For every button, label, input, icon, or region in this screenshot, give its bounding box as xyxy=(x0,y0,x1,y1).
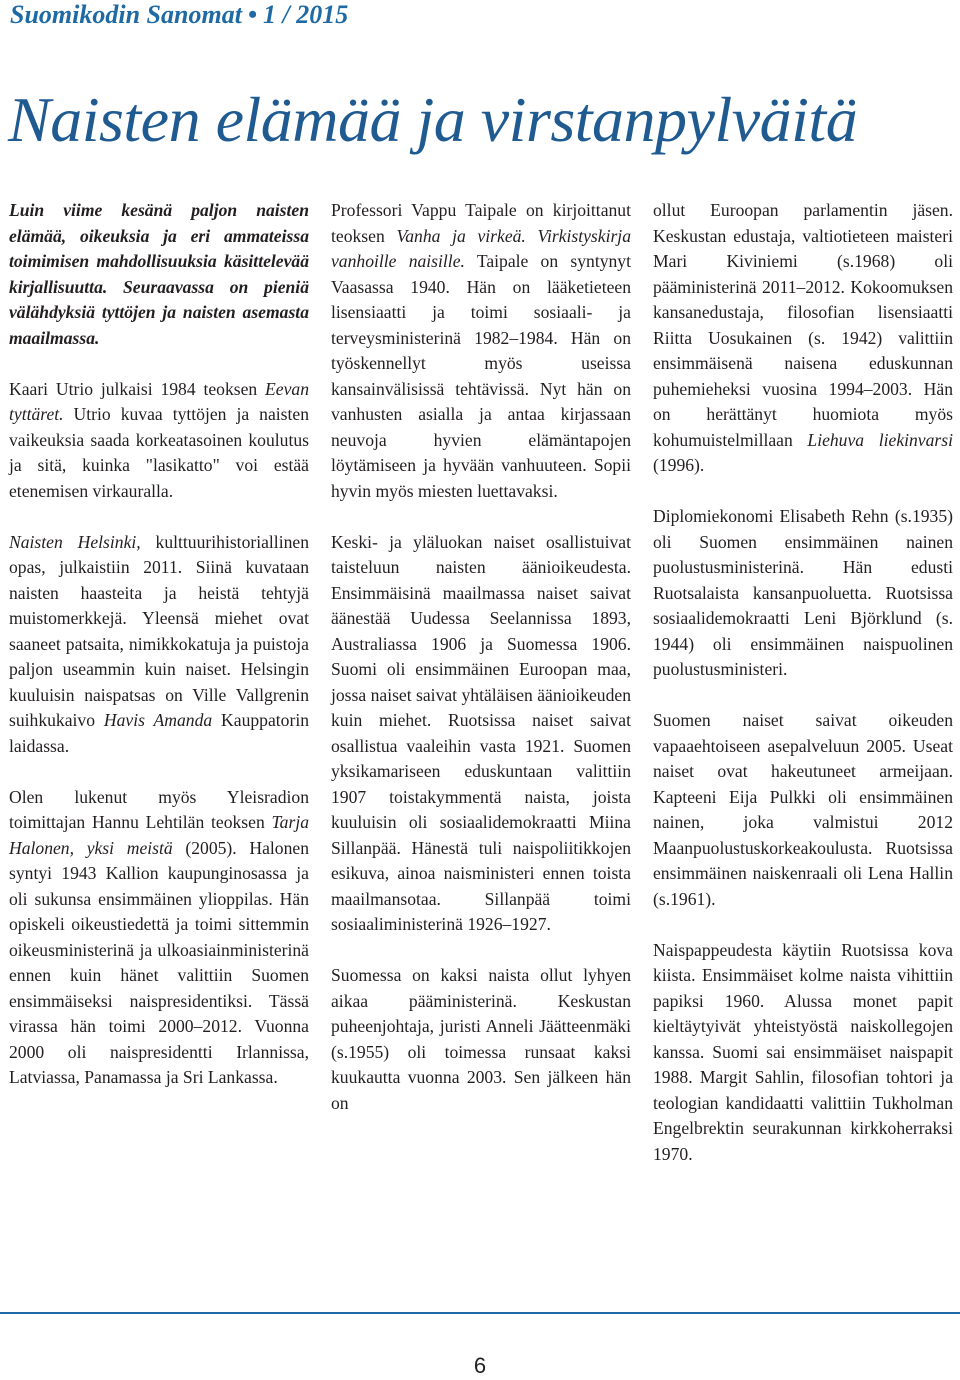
paragraph: Suomessa on kaksi naista ollut lyhyen aikaa pääministerinä. Keskustan puheenjohtaja, juristi Anneli Jäätteenmäki (s.1955) oli toimessa runsaat kaksi kuukautta vuonna 2003. Sen jälkeen hän on xyxy=(331,965,631,1113)
artwork-title: Havis Amanda xyxy=(103,710,213,730)
masthead xyxy=(10,0,348,30)
book-title: Vanha ja virkeä. Virkistyskirja vanhoille naisille. xyxy=(331,225,631,271)
article-lead: Luin viime kesänä paljon naisten elämää, oikeuksia ja eri ammateissa toimimisen mahdollisuuksia käsittelevää kirjallisuutta. Seuraavassa on pieniä välähdyksiä tyttöjen ja naisten asemasta maailmassa. xyxy=(9,200,309,348)
book-title: Naisten Helsinki, xyxy=(9,531,141,552)
publication-name: Suomikodin Sanomat xyxy=(10,0,242,29)
paragraph: Keski- ja yläluokan naiset osallistuivat taisteluun naisten äänioikeudesta. Ensimmäisinä maailmassa naiset saivat äänestää Uudessa Seelannissa 1893, Australiassa 1906 ja Suomessa 1906. Suomi oli ensimmäinen Euroopan maa, jossa naiset saivat yhtäläisen äänioikeuden kuin miehet. Ruotsissa naiset saivat osallistua vaaleihin vasta 1921. Suomen yksikamariseen eduskuntaan valittiin 1907 toistakymmentä naista, joista kuuluisin oli sosiaalidemokraatti Miina Sillanpää. Hänestä tuli naispoliitikkojen esikuva, ainoa naisministeri ennen toista maailmansotaa. Sillanpää toimi sosiaaliministerinä 1926–1927. xyxy=(331,531,631,934)
paragraph: ollut Euroopan parlamentin jäsen. Keskustan edustaja, valtiotieteen maisteri Mari Kiviniemi (s.1968) oli pääministerinä 2011–2012. Kokoomuksen kansanedustaja, filosofian lisensiaatti Riitta Uosukainen (s. 1942) valittiin ensimmäisenä naisena eduskunnan puhemieheksi vuosina 1994–2003. Hän on herättänyt huomiota myös kohumuistelmillaan Liehuva liekinvarsi (1996). xyxy=(653,200,953,475)
page-number: 6 xyxy=(473,1353,487,1378)
column-2 xyxy=(331,198,631,1142)
issue-number: 1 / 2015 xyxy=(263,0,349,29)
article-title: Naisten elämää ja virstanpylväitä xyxy=(8,84,858,155)
book-title: Eevan tyttäret. xyxy=(9,378,309,424)
column-1 xyxy=(9,198,309,1116)
paragraph: Diplomiekonomi Elisabeth Rehn (s.1935) oli Suomen ensimmäinen nainen puolustusministerinä. Hän edusti Ruotsalaista kansanpuoluetta. Ruotsissa sosiaalidemokraatti Leni Björklund (s. 1944) oli ensimmäinen naispuolinen puolustusministeri. xyxy=(653,506,953,679)
paragraph: Naisten Helsinki, kulttuurihistoriallinen opas, julkaistiin 2011. Siinä kuvataan naisten haasteita ja heistä tehtyjä muistomerkkejä. Yleensä miehet ovat saaneet patsaita, nimikkokatuja ja puistoja paljon useammin kuin naiset. Helsingin kuuluisin naispatsas on Ville Vallgrenin suihkukaivo Havis Amanda Kauppatorin laidassa. xyxy=(9,531,309,756)
paragraph: Kaari Utrio julkaisi 1984 teoksen Eevan tyttäret. Utrio kuvaa tyttöjen ja naisten vaikeuksia saada korkeatasoinen koulutus ja sitä, kuinka "lasikatto" voi estää etenemisen virkauralla. xyxy=(9,378,309,501)
paragraph: Olen lukenut myös Yleisradion toimittajan Hannu Lehtilän teoksen Tarja Halonen, yksi meistä (2005). Halonen syntyi 1943 Kallion kaupunginosassa ja oli sukunsa ensimmäinen ylioppilas. Hän opiskeli oikeustiedettä ja toimi sittemmin oikeusministerinä ja ulkoasiainministerinä ennen kuin hänet valittiin Suomen ensimmäiseksi naispresidentiksi. Tässä virassa hän toimi 2000–2012. Vuonna 2000 oli naispresidentti Irlannissa, Latviassa, Panamassa ja Sri Lankassa. xyxy=(9,786,309,1087)
paragraph: Naispappeudesta käytiin Ruotsissa kova kiista. Ensimmäiset kolme naista vihittiin papiksi 1960. Alussa monet papit kieltäytyivät yhteistyöstä naiskollegojen kanssa. Suomi sai ensimmäiset naispapit 1988. Margit Sahlin, filosofian tohtori ja teologian kandidaatti valittiin Tukholman Engelbrektin seurakunnan kirkkoherraksi 1970. xyxy=(653,939,953,1164)
book-title: Tarja Halonen, yksi meistä xyxy=(9,812,309,858)
paragraph: Professori Vappu Taipale on kirjoittanut teoksen Vanha ja virkeä. Virkistyskirja vanhoille naisille. Taipale on syntynyt Vaasassa 1940. Hän on lääketieteen lisensiaatti ja toimi sosiaali- ja terveysministerinä 1982–1984. Hän on työskennellyt myös useissa kansainvälisissä tehtävissä. Nyt hän on vanhusten asialla ja antaa kirjassaan neuvoja hyvien elämäntapojen löytämiseen ja hyvään vanhuuteen. Sopii hyvin myös miesten luettavaksi. xyxy=(331,200,631,501)
column-3 xyxy=(653,198,953,1193)
paragraph: Suomen naiset saivat oikeuden vapaaehtoiseen asepalveluun 2005. Useat naiset ovat hakeutuneet armeijaan. Kapteeni Eija Pulkki oli ensimmäinen nainen, joka valmistui 2012 Maanpuolustuskorkeakoulusta. Ruotsissa ensimmäinen naiskenraali oli Lena Hallin (s.1961). xyxy=(653,710,953,909)
separator-dot: • xyxy=(247,0,258,29)
footer-rule xyxy=(0,1312,960,1314)
book-title: Liehuva liekinvarsi xyxy=(807,429,953,450)
